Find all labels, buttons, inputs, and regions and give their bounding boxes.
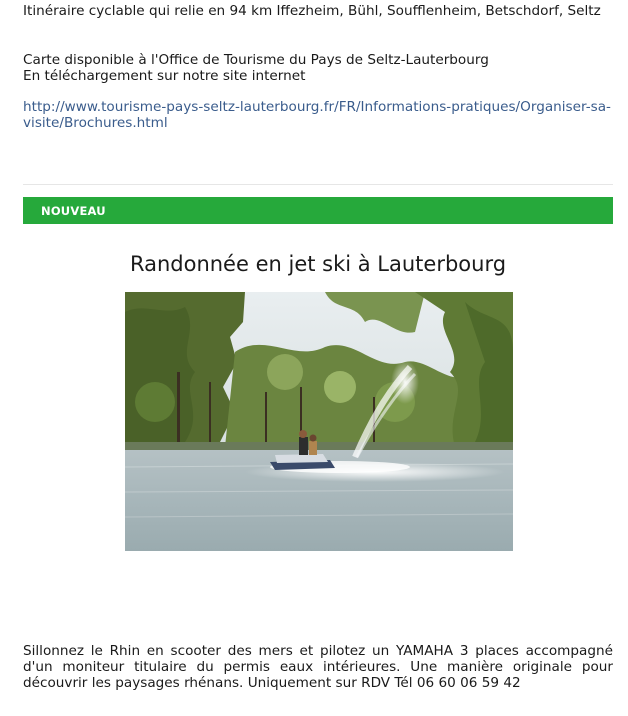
description-paragraph: Sillonnez le Rhin en scooter des mers et pilotez un YAMAHA 3 places accompagné d'un moniteur titulaire du permis eaux intérieures. Une manière originale pour découvrir les paysages rhénans. Uniquement sur RDV Tél 06 60 06 59 42 <box>23 643 613 691</box>
section-title: Randonnée en jet ski à Lauterbourg <box>129 252 507 276</box>
itineraire-paragraph: Itinéraire cyclable qui relie en 94 km Iffezheim, Bühl, Soufflenheim, Betschdorf, Seltz <box>23 3 601 19</box>
brochures-link-paragraph <box>23 99 613 131</box>
carte-paragraph <box>23 52 613 84</box>
nouveau-label: NOUVEAU <box>41 203 106 218</box>
nouveau-banner <box>23 197 613 224</box>
carte-line-availability: Carte disponible à l'Office de Tourisme du Pays de Seltz-Lauterbourg <box>23 52 489 68</box>
carte-line-download: En téléchargement sur notre site internet <box>23 68 306 84</box>
jet-ski-illustration <box>125 292 513 551</box>
jet-ski-photo <box>125 292 513 551</box>
section-divider <box>23 184 613 185</box>
brochures-link[interactable]: http://www.tourisme-pays-seltz-lauterbourg.fr/FR/Informations-pratiques/Organiser-sa-visite/Brochures.html <box>23 99 611 131</box>
